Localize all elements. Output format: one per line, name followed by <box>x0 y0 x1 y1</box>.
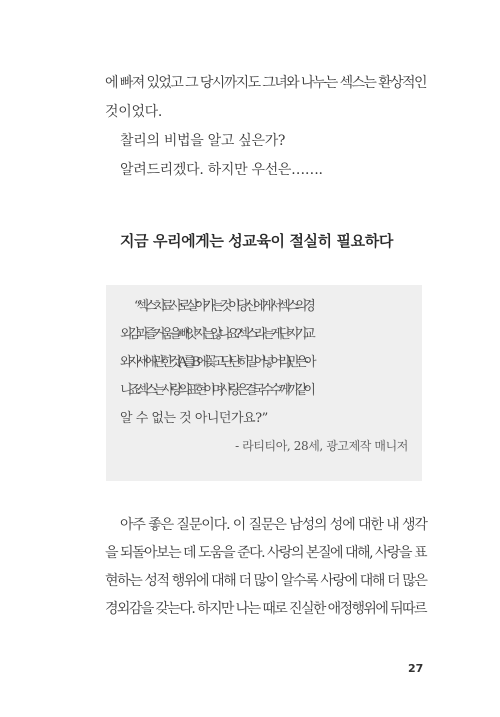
text-line: 을 되돌아보는 데 도움을 준다. 사랑의 본질에 대해, 사랑을 표 <box>105 545 427 561</box>
quote-box <box>106 285 422 481</box>
quote-attribution: - 라티티아, 28세, 광고제작 매니저 <box>235 439 408 453</box>
text-line: 것이었다. <box>105 104 163 120</box>
quote-line: 와 자세에 관한 것(A를 B에 꽂고 단단히 밀어넣어라)만은 아 <box>120 355 313 370</box>
text-line: 알려드리겠다. 하지만 우선은……. <box>120 162 323 178</box>
text-line: 아주 좋은 질문이다. 이 질문은 남성의 성에 대한 내 생각 <box>120 517 427 533</box>
quote-line: 니죠. 섹스는 사랑의 표현이며, 사랑은 결국 수수께끼같이 <box>120 383 312 398</box>
page-number: 27 <box>408 662 424 675</box>
text-line: 찰리의 비법을 알고 싶은가? <box>120 133 286 149</box>
text-line: 현하는 성적 행위에 대해 더 많이 알수록 사랑에 대해 더 많은 <box>105 573 427 589</box>
quote-line: 알 수 없는 것 아니던가요?” <box>120 411 268 426</box>
section-heading: 지금 우리에게는 성교육이 절실히 필요하다 <box>120 232 393 250</box>
text-line: 에 빠져 있었고 그 당시까지도 그녀와 나누는 섹스는 환상적인 <box>105 75 426 91</box>
quote-line: 외감과 즐거움을 빼앗지는 않나요? 섹스라는 게 단지 기교 <box>120 327 312 342</box>
quote-line: “섹스 치료사로 살아가는 것이 당신에게서 섹스의 경 <box>134 299 312 314</box>
text-line: 경외감을 갖는다. 하지만 나는 때로 진실한 애정행위에 뒤따르 <box>105 601 426 617</box>
